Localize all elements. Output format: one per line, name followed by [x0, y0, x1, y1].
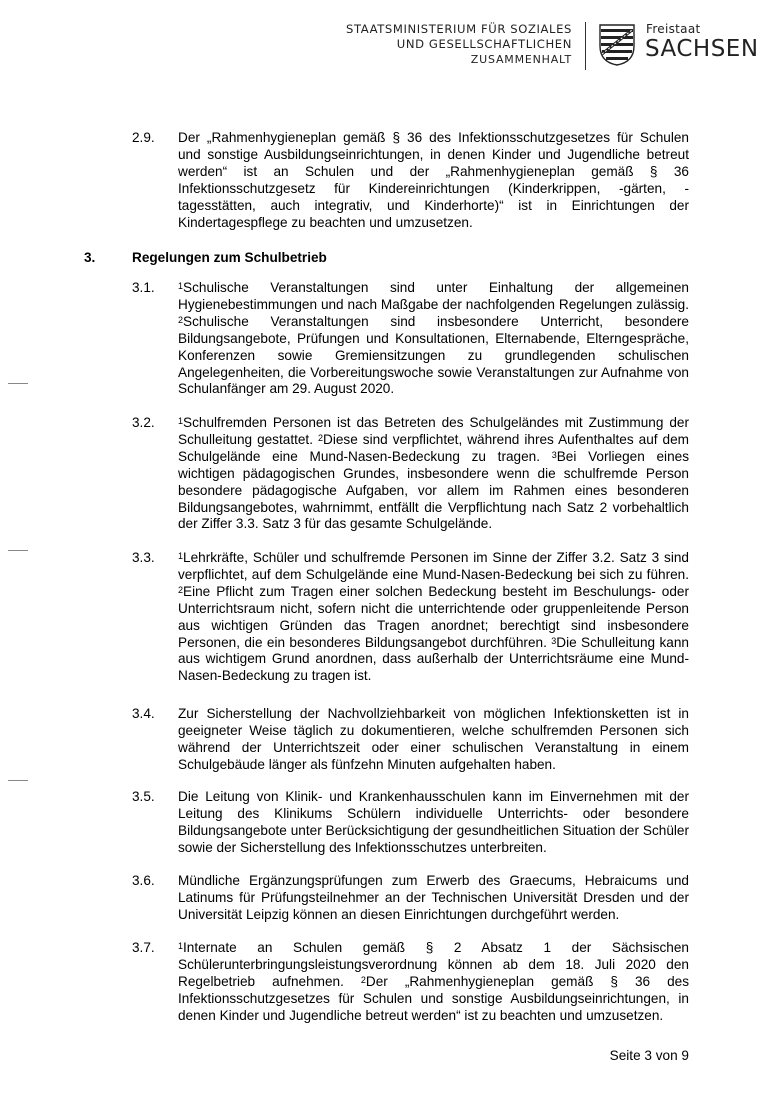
- ministry-name: [346, 22, 572, 67]
- paragraph-number: 3.4.: [132, 706, 155, 721]
- margin-mark: [8, 780, 28, 781]
- sentence: Internate an Schulen gemäß § 2 Absatz 1 der Sächsischen Schülerunterbringungsleistungsverordnung können ab dem 18. Juli 2020 den Regelbetrieb aufnehmen.: [178, 940, 689, 989]
- sentence-marker: 2: [178, 314, 184, 325]
- sentence: Schulische Veranstaltungen sind unter Einhaltung der allgemeinen Hygienebestimmungen und nach Maßgabe der nachfolgenden Regelungen zulässig.: [178, 280, 689, 312]
- sentence-marker: 2: [318, 432, 324, 443]
- paragraph-number: 2.9.: [132, 130, 155, 145]
- paragraph-text: [178, 280, 689, 398]
- paragraph-text: Zur Sicherstellung der Nachvollziehbarkeit von möglichen Infektionsketten ist in geeigneter Weise täglich zu dokumentieren, welche schulfremden Personen sich während der Unterrichtszeit oder einer schulischen Veranstaltung in einem Schulgebäude länger als fünfzehn Minuten aufgehalten haben.: [178, 706, 689, 772]
- paragraph-text: [178, 940, 689, 1025]
- paragraph-text: Der „Rahmenhygieneplan gemäß § 36 des Infektionsschutzgesetzes für Schulen und sonstige Ausbildungseinrichtungen, in denen Kinder und Jugendliche betreut werden“ ist an Schulen und der „Rahmenhygieneplan gemäß § 36 Infektionsschutzgesetz für Kindereinrichtungen (Kinderkrippen, -gärten, -tagesstätten, auch integrativ, und Kinderhorte)“ ist in Einrichtungen der Kindertagespflege zu beachten und umzusetzen.: [178, 130, 689, 230]
- section-number: 3.: [84, 250, 96, 265]
- sentence-marker: 2: [178, 584, 184, 595]
- paragraph-number: 3.6.: [132, 873, 155, 888]
- sentence-marker: 2: [360, 974, 366, 985]
- section-title: Regelungen zum Schulbetrieb: [132, 250, 327, 265]
- margin-mark: [8, 383, 28, 384]
- paragraph-text: Mündliche Ergänzungsprüfungen zum Erwerb des Graecums, Hebraicums und Latinums für Prüfungsteilnehmer an der Technischen Universität Dresden und der Universität Leipzig können an diesen Einrichtungen durchgeführt werden.: [178, 873, 689, 922]
- sentence: Schulische Veranstaltungen sind insbesondere Unterricht, besondere Bildungsangebote, Prüfungen und Konsultationen, Elternabende, Elterngespräche, Konferenzen sowie Gremiensitzungen zu grundlegenden schulischen Angelegenheiten, die Vorbereitungswoche sowie Veranstaltungen zur Aufnahme von Schulanfänger am 29. August 2020.: [178, 313, 689, 397]
- sentence: Die Schulleitung kann aus wichtigem Grund anordnen, dass außerhalb der Unterrichtsräume eine Mund-Nasen-Bedeckung zu tragen ist.: [178, 634, 689, 684]
- ministry-line-1: STAATSMINISTERIUM FÜR SOZIALES: [345, 22, 572, 36]
- state-label-large: SACHSEN: [645, 36, 759, 62]
- sentence-marker: 3: [551, 449, 557, 460]
- sentence-marker: 3: [551, 635, 557, 646]
- paragraph-text: Die Leitung von Klinik- und Krankenhausschulen kann im Einvernehmen mit der Leitung des Klinikums Schülern individuelle Unterrichts- oder besondere Bildungsangebote unter Berücksichtigung der gesundheitlichen Situation der Schüler sowie der Sicherstellung des Infektionsschutzes unterbreiten.: [178, 789, 689, 855]
- paragraph-text: [178, 550, 689, 685]
- paragraph-number: 3.2.: [132, 415, 155, 430]
- sentence: Eine Pflicht zum Tragen einer solchen Bedeckung besteht im Beschulungs- oder Unterrichtsraum nicht, sofern nicht die unterrichtende oder gruppenleitende Person aus wichtigen Gründen das Tragen anordnet; berechtigt sind insbesondere Personen, die ein besonderes Bildungsangebot durchführen.: [178, 583, 689, 650]
- paragraph-number: 3.7.: [132, 940, 155, 955]
- sentence: Lehrkräfte, Schüler und schulfremde Personen im Sinne der Ziffer 3.2. Satz 3 sind verpflichtet, auf dem Schulgelände eine Mund-Nasen-Bedeckung bei sich zu führen.: [178, 550, 689, 582]
- sentence: Bei Vorliegen eines wichtigen pädagogischen Grundes, insbesondere wenn die schulfremde Person besondere pädagogische Aufgaben, vor allem im Rahmen eines besonderen Bildungsangebotes, wahrnimmt, entfällt die Verpflichtung nach Satz 2 vorbehaltlich der Ziffer 3.3. Satz 3 für das gesamte Schulgelände.: [178, 448, 689, 532]
- ministry-line-3: ZUSAMMENHALT: [470, 53, 572, 66]
- sentence-marker: 1: [178, 416, 184, 426]
- margin-mark: [8, 550, 28, 551]
- page-number: Seite 3 von 9: [609, 1048, 689, 1063]
- paragraph-number: 3.5.: [132, 789, 155, 804]
- sentence-marker: 1: [178, 281, 184, 291]
- paragraph-number: 3.3.: [132, 550, 155, 565]
- sentence: Schulfremden Personen ist das Betreten des Schulgeländes mit Zustimmung der Schulleitung gestattet.: [178, 415, 689, 447]
- ministry-line-2: UND GESELLSCHAFTLICHEN: [396, 37, 572, 51]
- sentence-marker: 1: [178, 551, 184, 561]
- header-divider: [585, 22, 586, 70]
- state-label-small: Freistaat: [646, 22, 701, 36]
- paragraph-number: 3.1.: [132, 280, 155, 295]
- saxony-coat-of-arms-icon: [599, 24, 635, 66]
- sentence: Der „Rahmenhygieneplan gemäß § 36 des Infektionsschutzgesetzes für Schulen und sonstige Ausbildungseinrichtungen, in denen Kinder und Jugendliche betreut werden“ ist zu beachten und umzusetzen.: [178, 973, 689, 1023]
- sentence-marker: 1: [178, 941, 184, 951]
- sentence: Diese sind verpflichtet, während ihres Aufenthaltes auf dem Schulgelände eine Mund-Nasen-Bedeckung zu tragen.: [178, 431, 689, 464]
- paragraph-text: [178, 415, 689, 533]
- document-header: [0, 18, 779, 74]
